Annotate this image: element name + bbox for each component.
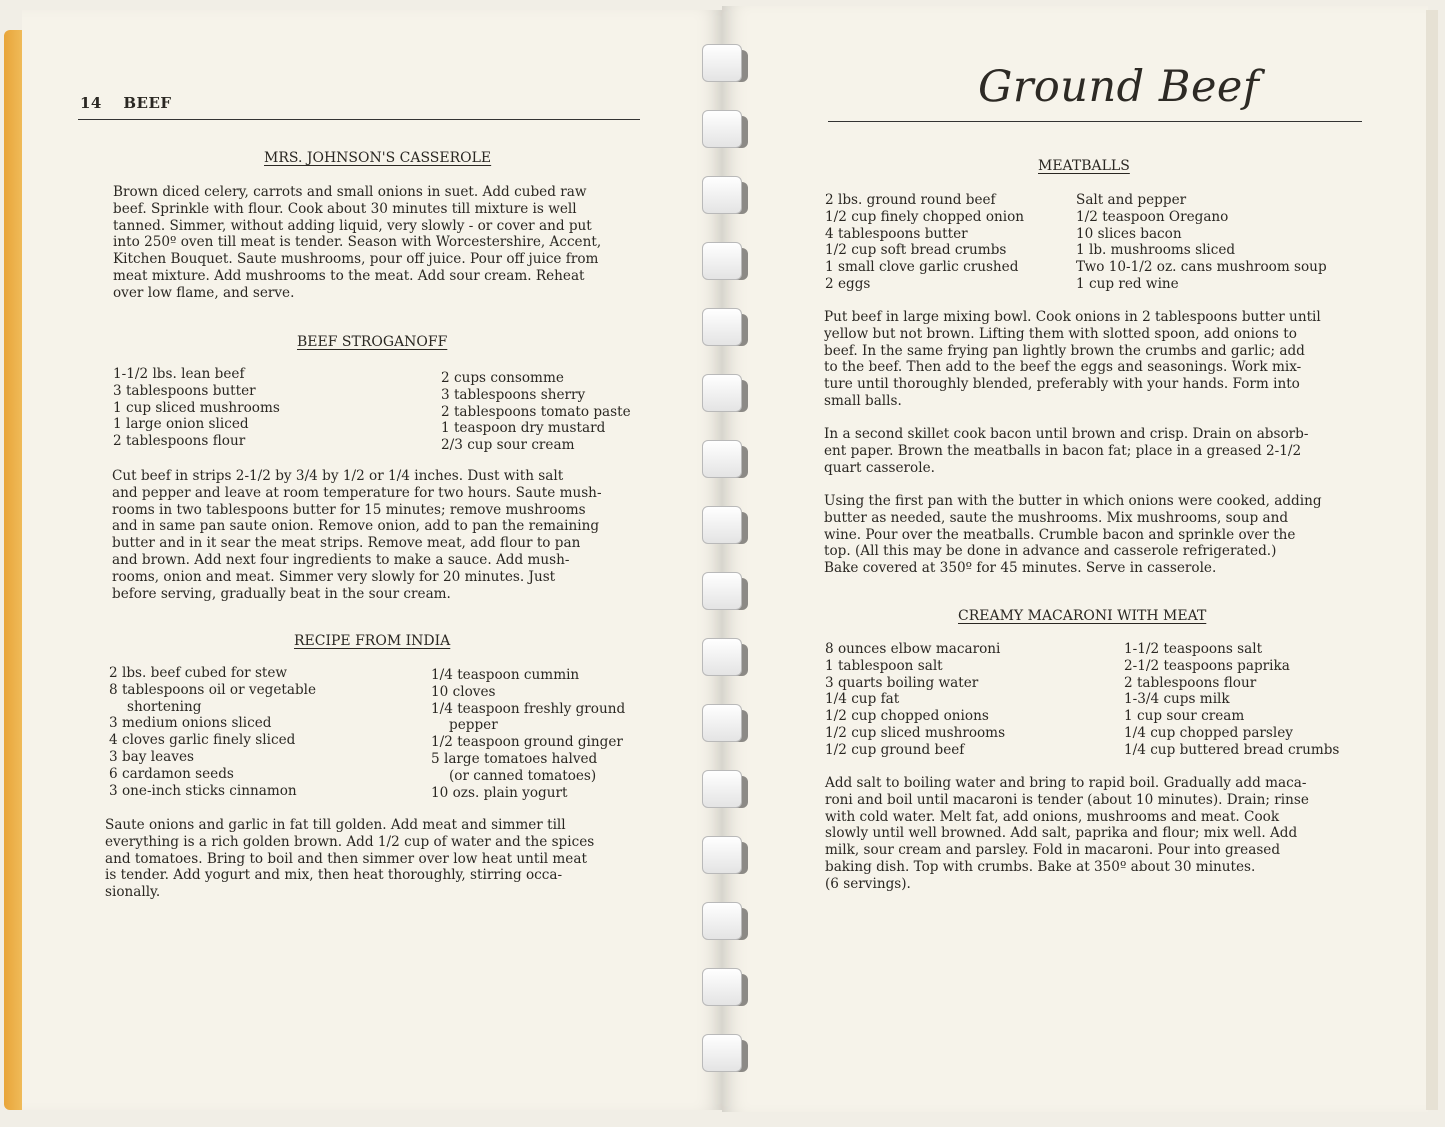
ingredient: 3 one-inch sticks cinnamon	[109, 782, 297, 799]
binding-ring	[696, 304, 748, 350]
ingredient: 1/2 cup sliced mushrooms	[825, 724, 1006, 741]
recipe-instructions	[113, 184, 601, 302]
ingredient: 1/2 cup chopped onions	[825, 708, 989, 725]
ingredient: 3 tablespoons sherry	[441, 386, 586, 403]
ingredient: 3 tablespoons butter	[113, 382, 256, 399]
text-line: and tomatoes. Bring to boil and then simmer over low heat until meat	[105, 850, 587, 867]
ingredient: 6 cardamon seeds	[109, 765, 234, 782]
ingredient: (or canned tomatoes)	[449, 767, 597, 784]
text-line: and pepper and leave at room temperature for two hours. Saute mush-	[112, 484, 602, 501]
page-edges	[1426, 10, 1438, 1110]
ingredient: 2 tablespoons tomato paste	[441, 403, 631, 420]
text-line: and in same pan saute onion. Remove onion, add to pan the remaining	[112, 518, 600, 535]
recipe-instructions	[112, 468, 602, 602]
text-line: Cut beef in strips 2-1/2 by 3/4 by 1/2 or 1/4 inches. Dust with salt	[112, 468, 564, 484]
binding-ring	[696, 502, 748, 548]
text-line: Brown diced celery, carrots and small onions in suet. Add cubed raw	[113, 184, 587, 200]
text-line: everything is a rich golden brown. Add 1/2 cup of water and the spices	[105, 833, 595, 850]
ingredient: 1 small clove garlic crushed	[825, 259, 1019, 276]
ingredient: 1/2 teaspoon Oregano	[1076, 208, 1229, 225]
text-line: In a second skillet cook bacon until brown and crisp. Drain on absorb-	[824, 426, 1309, 442]
ingredient: 10 cloves	[431, 683, 496, 700]
text-line: Kitchen Bouquet. Saute mushrooms, pour off juice. Pour off juice from	[113, 251, 599, 268]
ingredient: 8 ounces elbow macaroni	[825, 641, 1001, 657]
ingredients-left	[113, 366, 280, 450]
binding-ring	[696, 106, 748, 152]
binding-ring	[696, 436, 748, 482]
ingredient: 1 cup sliced mushrooms	[113, 399, 280, 416]
text-line: butter as needed, saute the mushrooms. Mix mushrooms, soup and	[824, 509, 1289, 526]
recipe-title: RECIPE FROM INDIA	[294, 633, 451, 649]
ingredients-right	[431, 667, 625, 801]
binding-ring	[696, 832, 748, 878]
text-line: yellow but not brown. Lifting them with slotted spoon, add onions to	[824, 325, 1297, 342]
ingredient: 1/4 teaspoon cummin	[431, 667, 580, 683]
chapter-title: Ground Beef	[978, 62, 1260, 112]
binding-ring	[696, 634, 748, 680]
text-line: Add salt to boiling water and bring to rapid boil. Gradually add maca-	[825, 775, 1307, 791]
recipe-instructions	[824, 426, 1308, 476]
page-number: 14	[80, 94, 102, 112]
ingredient: 10 ozs. plain yogurt	[431, 784, 568, 801]
ingredient: 4 cloves garlic finely sliced	[109, 732, 296, 749]
text-line: to the beef. Then add to the beef the eggs and seasonings. Work mix-	[824, 359, 1302, 376]
ingredient: 1/4 teaspoon freshly ground	[431, 700, 626, 717]
ingredient: shortening	[127, 698, 202, 715]
recipe-instructions	[105, 817, 594, 901]
recipe-title: MRS. JOHNSON'S CASSEROLE	[264, 150, 492, 166]
text-line: wine. Pour over the meatballs. Crumble bacon and sprinkle over the	[824, 526, 1296, 543]
recipe-instructions	[824, 493, 1322, 577]
ingredient: 1 tablespoon salt	[825, 657, 943, 674]
section-name: BEEF	[123, 94, 172, 112]
text-line: roni and boil until macaroni is tender (about 10 minutes). Drain; rinse	[825, 791, 1309, 808]
ingredient: Two 10-1/2 oz. cans mushroom soup	[1076, 259, 1327, 276]
text-line: rooms in two tablespoons butter for 15 minutes; remove mushrooms	[112, 501, 586, 518]
header-rule-left	[78, 119, 640, 120]
ingredient: 1-1/2 lbs. lean beef	[113, 366, 245, 382]
header-rule-right	[828, 121, 1362, 122]
ingredient: 2 eggs	[825, 275, 871, 292]
text-line: top. (All this may be done in advance and casserole refrigerated.)	[824, 543, 1277, 560]
ingredient: 1 large onion sliced	[113, 416, 249, 433]
text-line: ent paper. Brown the meatballs in bacon fat; place in a greased 2-1/2	[824, 442, 1302, 459]
ingredient: 1 lb. mushrooms sliced	[1076, 242, 1236, 259]
recipe-title: CREAMY MACARONI WITH MEAT	[958, 608, 1207, 624]
ingredient: Salt and pepper	[1076, 192, 1187, 208]
text-line: ture until thoroughly blended, preferably with your hands. Form into	[824, 376, 1300, 393]
recipe-title: MEATBALLS	[1038, 158, 1130, 174]
text-line: milk, sour cream and parsley. Fold in macaroni. Pour into greased	[825, 842, 1281, 859]
text-line: and brown. Add next four ingredients to make a sauce. Add mush-	[112, 551, 570, 568]
text-line: beef. Sprinkle with flour. Cook about 30 minutes till mixture is well	[113, 200, 577, 217]
ingredient: 2 tablespoons flour	[113, 433, 246, 450]
ingredient: 2/3 cup sour cream	[441, 437, 575, 454]
text-line: with cold water. Melt fat, add onions, mushrooms and meat. Cook	[825, 808, 1280, 825]
binding-ring	[696, 568, 748, 614]
ingredient: 2 tablespoons flour	[1124, 674, 1257, 691]
recipe-instructions	[824, 309, 1321, 410]
binding-ring	[696, 964, 748, 1010]
ingredient: 1/2 cup ground beef	[825, 741, 965, 758]
ingredient: 2 lbs. beef cubed for stew	[109, 665, 288, 681]
binding-ring	[696, 700, 748, 746]
recipe-instructions	[825, 775, 1309, 893]
ingredient: 2 cups consomme	[441, 370, 564, 386]
text-line: Saute onions and garlic in fat till golden. Add meat and simmer till	[105, 817, 566, 833]
ingredient: 1/2 cup soft bread crumbs	[825, 242, 1007, 259]
text-line: is tender. Add yogurt and mix, then heat thoroughly, stirring occa-	[105, 867, 563, 884]
text-line: tanned. Simmer, without adding liquid, very slowly - or cover and put	[113, 217, 592, 234]
binding-ring	[696, 766, 748, 812]
running-header	[80, 94, 172, 112]
ingredient: 3 quarts boiling water	[825, 674, 979, 691]
ingredient: 1-1/2 teaspoons salt	[1124, 641, 1263, 657]
binding-ring	[696, 370, 748, 416]
ingredients-left	[825, 641, 1005, 759]
text-line: into 250º oven till meat is tender. Season with Worcestershire, Accent,	[113, 234, 602, 251]
text-line: slowly until well browned. Add salt, paprika and flour; mix well. Add	[825, 825, 1298, 842]
ingredient: 1 cup sour cream	[1124, 708, 1245, 725]
spiral-binding	[694, 40, 760, 1090]
text-line: sionally.	[105, 884, 161, 901]
ingredient: 1/4 cup chopped parsley	[1124, 724, 1293, 741]
text-line: over low flame, and serve.	[113, 284, 295, 301]
ingredient: 5 large tomatoes halved	[431, 750, 598, 767]
text-line: Using the first pan with the butter in which onions were cooked, adding	[824, 493, 1322, 509]
ingredient: 8 tablespoons oil or vegetable	[109, 681, 317, 698]
ingredient: 10 slices bacon	[1076, 225, 1182, 242]
ingredient: 1-3/4 cups milk	[1124, 691, 1230, 708]
binding-ring	[696, 238, 748, 284]
ingredient: 2-1/2 teaspoons paprika	[1124, 657, 1290, 674]
text-line: small balls.	[824, 392, 902, 409]
binding-ring	[696, 40, 748, 86]
text-line: meat mixture. Add mushrooms to the meat. Add sour cream. Reheat	[113, 267, 585, 284]
text-line: beef. In the same frying pan lightly brown the crumbs and garlic; add	[824, 342, 1305, 359]
binding-ring	[696, 172, 748, 218]
text-line: before serving, gradually beat in the sour cream.	[112, 585, 451, 602]
ingredients-right	[441, 370, 631, 454]
text-line: (6 servings).	[825, 875, 911, 892]
binding-ring	[696, 898, 748, 944]
ingredient: 1 teaspoon dry mustard	[441, 420, 606, 437]
ingredient: 4 tablespoons butter	[825, 225, 968, 242]
ingredient: 1/2 teaspoon ground ginger	[431, 734, 623, 751]
text-line: Put beef in large mixing bowl. Cook onions in 2 tablespoons butter until	[824, 309, 1321, 325]
ingredients-left	[109, 665, 316, 799]
ingredient: 1/4 cup fat	[825, 691, 900, 708]
binding-ring	[696, 1030, 748, 1076]
ingredient: 3 medium onions sliced	[109, 715, 272, 732]
ingredient: 3 bay leaves	[109, 748, 194, 765]
ingredients-left	[825, 192, 1024, 293]
recipe-title: BEEF STROGANOFF	[297, 334, 448, 350]
text-line: quart casserole.	[824, 459, 935, 476]
ingredient: 1/4 cup buttered bread crumbs	[1124, 741, 1340, 758]
ingredients-right	[1076, 192, 1327, 293]
ingredient: 2 lbs. ground round beef	[825, 192, 996, 208]
ingredients-right	[1124, 641, 1339, 759]
ingredient: 1/2 cup finely chopped onion	[825, 208, 1025, 225]
ingredient: pepper	[449, 717, 498, 734]
text-line: Bake covered at 350º for 45 minutes. Serve in casserole.	[824, 560, 1217, 577]
text-line: butter and in it sear the meat strips. Remove meat, add flour to pan	[112, 535, 581, 552]
ingredient: 1 cup red wine	[1076, 275, 1179, 292]
text-line: baking dish. Top with crumbs. Bake at 350º about 30 minutes.	[825, 858, 1256, 875]
text-line: rooms, onion and meat. Simmer very slowly for 20 minutes. Just	[112, 568, 556, 585]
